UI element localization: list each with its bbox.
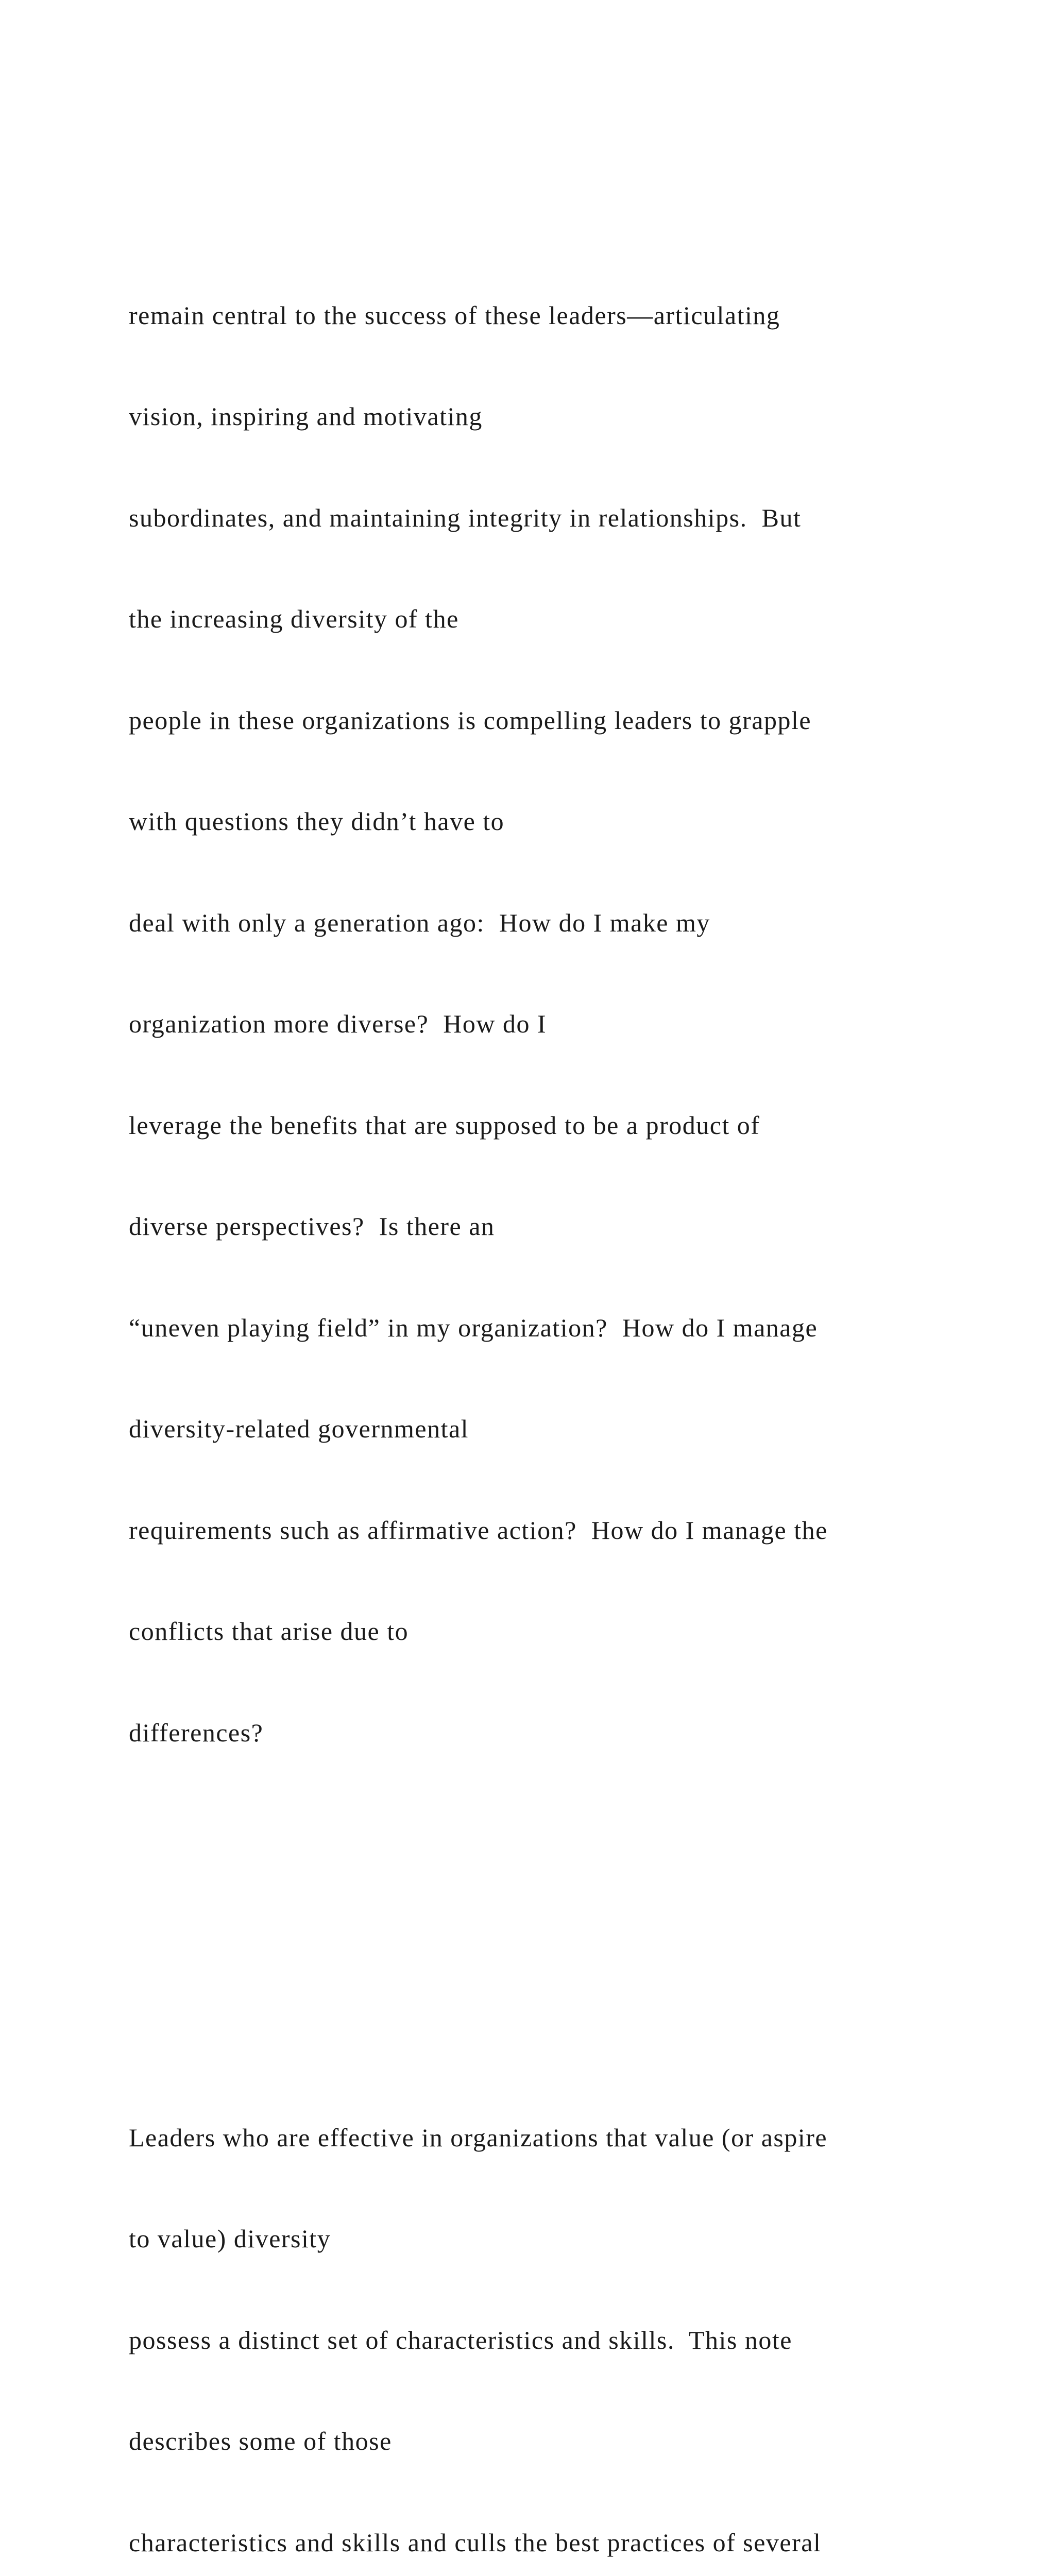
text-line: deal with only a generation ago: How do I make my <box>129 906 1005 940</box>
text-line: to value) diversity <box>129 2222 1005 2256</box>
text-line: “uneven playing field” in my organization? How do I manage <box>129 1311 1005 1345</box>
text-line: requirements such as affirmative action? How do I manage the <box>129 1514 1005 1548</box>
text-line: people in these organizations is compelling leaders to grapple <box>129 704 1005 738</box>
text-line: differences? <box>129 1716 1005 1750</box>
text-line: diverse perspectives? Is there an <box>129 1210 1005 1244</box>
text-line: describes some of those <box>129 2425 1005 2459</box>
text-line: remain central to the success of these leaders—articulating <box>129 299 1005 333</box>
text-line: leverage the benefits that are supposed to be a product of <box>129 1109 1005 1143</box>
text-line: vision, inspiring and motivating <box>129 400 1005 434</box>
spacer <box>129 1919 1005 1953</box>
text-line: diversity-related governmental <box>129 1412 1005 1446</box>
paragraph-leaders <box>129 2054 1005 2576</box>
paragraph-intro <box>129 231 1005 1818</box>
text-line: characteristics and skills and culls the best practices of several <box>129 2526 1005 2560</box>
text-line: possess a distinct set of characteristics and skills. This note <box>129 2324 1005 2358</box>
document-body <box>129 130 1005 2576</box>
text-line: with questions they didn’t have to <box>129 805 1005 839</box>
text-line: subordinates, and maintaining integrity in relationships. But <box>129 501 1005 535</box>
text-line: conflicts that arise due to <box>129 1615 1005 1649</box>
text-line: the increasing diversity of the <box>129 602 1005 636</box>
text-line: organization more diverse? How do I <box>129 1007 1005 1041</box>
text-line: Leaders who are effective in organizations that value (or aspire <box>129 2121 1005 2155</box>
